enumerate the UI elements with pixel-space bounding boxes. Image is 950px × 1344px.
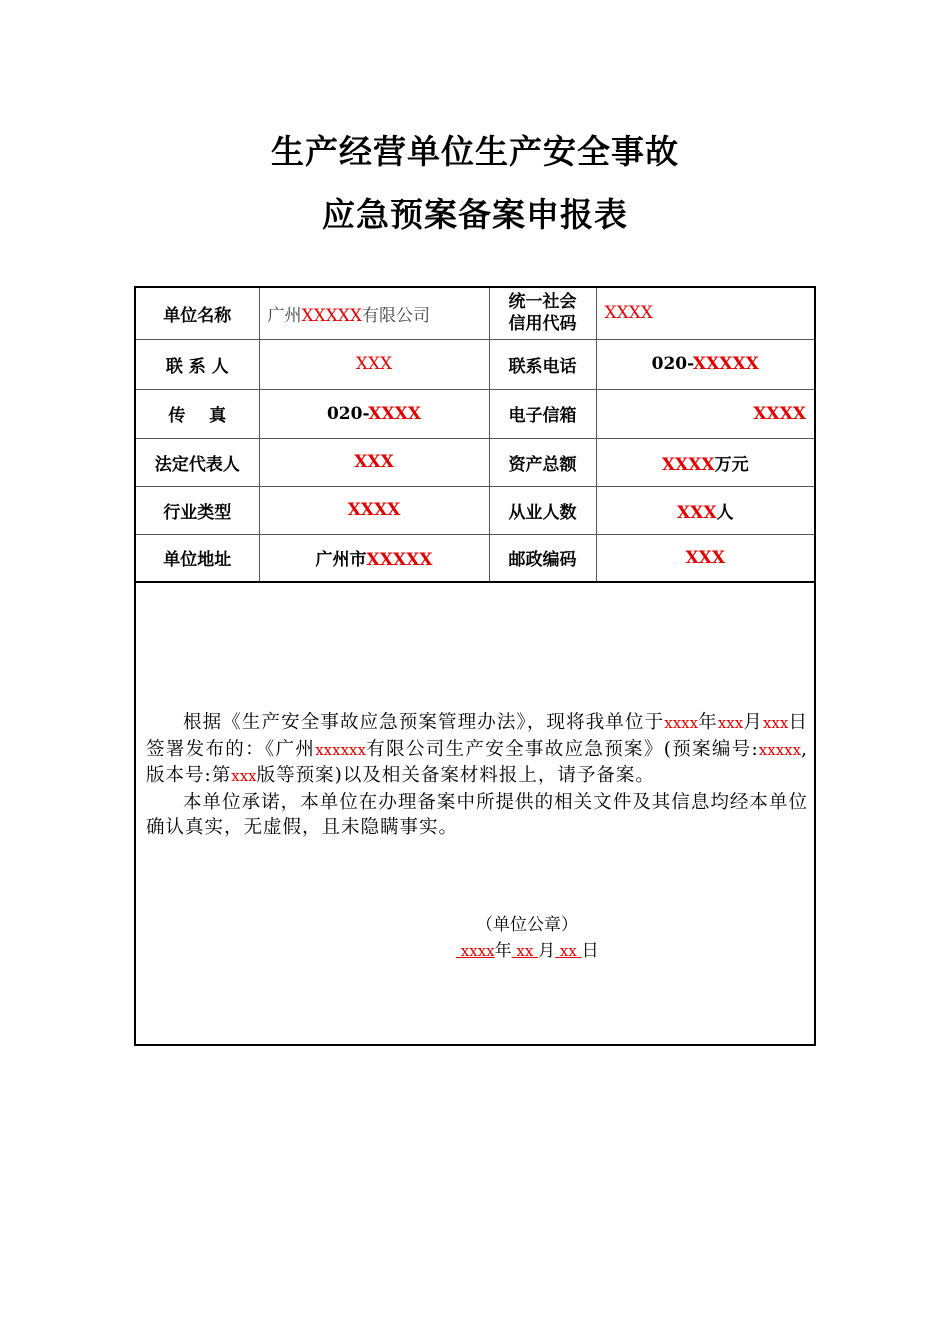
- phone-label: 联系电话: [489, 339, 596, 389]
- table-row: [136, 288, 814, 339]
- table-row: [136, 389, 814, 438]
- table-row: [136, 339, 814, 389]
- statement-paragraph-2: 本单位承诺，本单位在办理备案中所提供的相关文件及其信息均经本单位确认真实，无虚假，且未隐瞒事实。: [146, 791, 808, 838]
- legal-rep-value: XXX: [259, 438, 489, 486]
- postcode-value: XXX: [596, 534, 814, 581]
- table-row: [136, 486, 814, 534]
- section-divider: [136, 581, 814, 583]
- address-value: 广州市XXXXX: [259, 534, 489, 581]
- credit-code-value: XXXX: [596, 288, 814, 339]
- address-label: 单位地址: [136, 534, 259, 581]
- table-row: [136, 438, 814, 486]
- seal-label: （单位公章）: [476, 915, 578, 935]
- email-value: XXXX: [596, 389, 814, 438]
- postcode-label: 邮政编码: [489, 534, 596, 581]
- table-row: [136, 534, 814, 581]
- seal-date: xxxx年 xx 月 xx 日: [460, 941, 599, 961]
- document-title-line2: 应急预案备案申报表: [322, 195, 628, 234]
- email-label: 电子信箱: [489, 389, 596, 438]
- filing-statement: [146, 710, 808, 841]
- industry-label: 行业类型: [136, 486, 259, 534]
- statement-paragraph-1: 根据《生产安全事故应急预案管理办法》，现将我单位于xxxx年xxx月xxx日签署发布的：《广州xxxxxx有限公司生产安全事故应急预案》(预案编号:xxxxx,版本号:第xxx版等预案)以及相关备案材料报上，请予备案。: [146, 712, 808, 786]
- contact-value: XXX: [259, 339, 489, 389]
- assets-label: 资产总额: [489, 438, 596, 486]
- employees-value: XXX人: [596, 486, 814, 534]
- fax-value: 020-XXXX: [259, 389, 489, 438]
- credit-code-label: 统一社会 信用代码: [489, 288, 596, 339]
- unit-name-value: 广州XXXXX有限公司: [259, 288, 489, 339]
- employees-label: 从业人数: [489, 486, 596, 534]
- filing-form: [134, 286, 816, 1046]
- phone-value: 020-XXXXX: [596, 339, 814, 389]
- document-title-line1: 生产经营单位生产安全事故: [271, 132, 679, 171]
- assets-value: XXXX万元: [596, 438, 814, 486]
- contact-label: 联 系 人: [136, 339, 259, 389]
- industry-value: XXXX: [259, 486, 489, 534]
- unit-name-label: 单位名称: [136, 288, 259, 339]
- unit-info-table: [136, 288, 814, 582]
- legal-rep-label: 法定代表人: [136, 438, 259, 486]
- fax-label: 传 真: [136, 389, 259, 438]
